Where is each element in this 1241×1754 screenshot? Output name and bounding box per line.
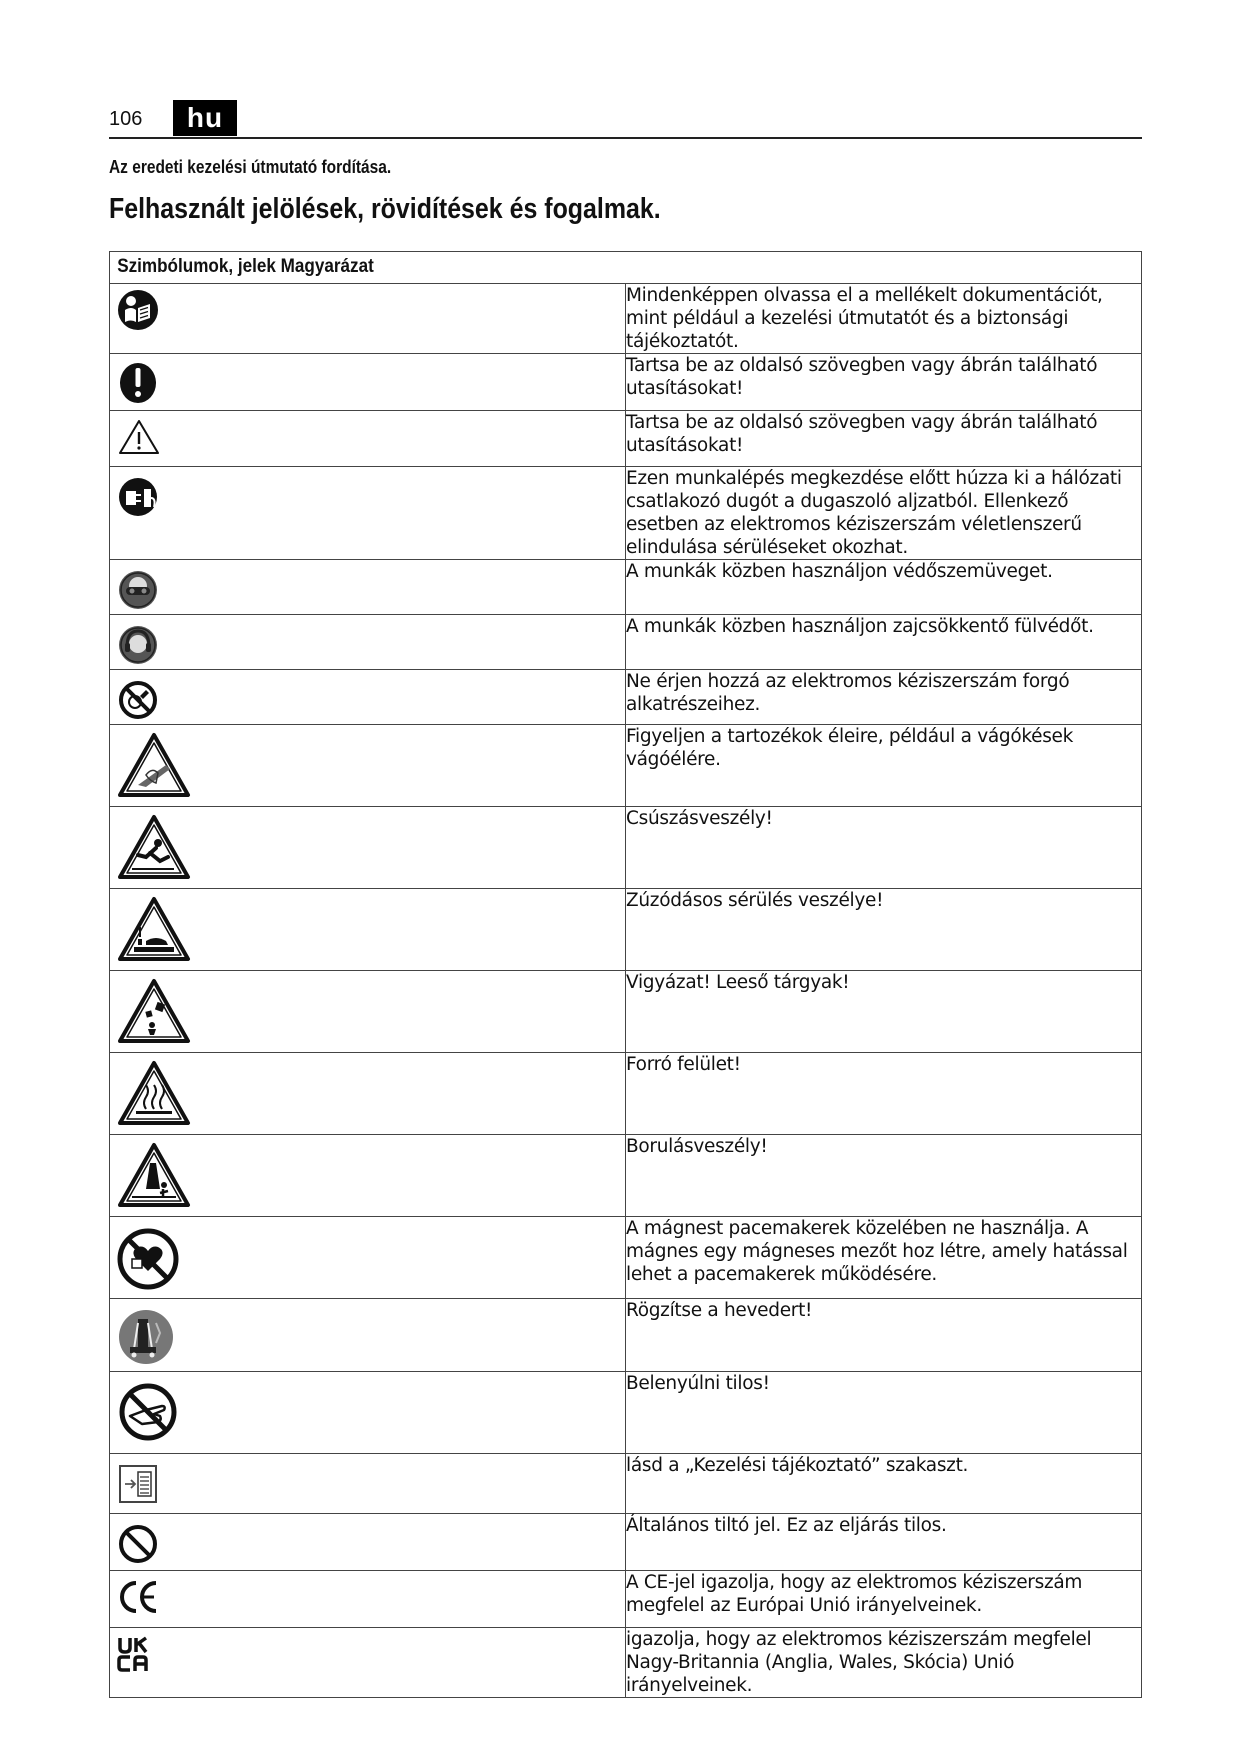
description-cell: Tartsa be az oldalsó szövegben vagy ábrán található utasításokat! (626, 354, 1142, 411)
icon-cell (110, 1628, 626, 1698)
icon-cell (110, 1514, 626, 1571)
icon-cell (110, 971, 626, 1053)
icon-cell (110, 1299, 626, 1372)
safety-goggles-icon (116, 564, 160, 612)
description-cell: Csúszásveszély! (626, 807, 1142, 889)
description-cell: Figyeljen a tartozékok éleire, például a vágókések vágóélére. (626, 725, 1142, 807)
description-cell: Ne érjen hozzá az elektromos kéziszerszám forgó alkatrészeihez. (626, 670, 1142, 725)
icon-cell (110, 889, 626, 971)
description-cell: igazolja, hogy az elektromos kéziszerszám megfelel Nagy-Britannia (Anglia, Wales, Skócia) Unió irányelveinek. (626, 1628, 1142, 1698)
table-row (110, 411, 1142, 467)
table-row (110, 1053, 1142, 1135)
tipping-hazard-icon (116, 1139, 192, 1211)
fasten-strap-icon (116, 1303, 176, 1367)
warning-triangle-icon (116, 415, 162, 457)
read-manual-icon (116, 288, 160, 332)
description-cell: lásd a „Kezelési tájékoztató” szakaszt. (626, 1454, 1142, 1514)
table-row (110, 1299, 1142, 1372)
icon-cell (110, 725, 626, 807)
page-number: 106 (109, 108, 143, 130)
table-row (110, 1454, 1142, 1514)
table-header-label: Szimbólumok, jelek Magyarázat (117, 256, 374, 277)
icon-cell (110, 467, 626, 560)
table-row (110, 615, 1142, 670)
description-cell: A CE-jel igazolja, hogy az elektromos kéziszerszám megfelel az Európai Unió irányelveinek. (626, 1571, 1142, 1628)
ce-mark-icon (116, 1575, 160, 1619)
page-header (109, 100, 1142, 139)
table-row (110, 1514, 1142, 1571)
table-row (110, 670, 1142, 725)
table-row (110, 284, 1142, 354)
icon-cell (110, 1053, 626, 1135)
table-row (110, 889, 1142, 971)
table-row (110, 467, 1142, 560)
table-row (110, 807, 1142, 889)
table-row (110, 1135, 1142, 1217)
exclamation-icon (116, 358, 160, 404)
table-row (110, 971, 1142, 1053)
table-row (110, 1571, 1142, 1628)
description-cell: Ezen munkalépés megkezdése előtt húzza ki a hálózati csatlakozó dugót a dugaszoló aljzatból. Ellenkező esetben az elektromos kéziszerszám véletlenszerű elindulása sérüléseket okozhat. (626, 467, 1142, 560)
table-header-row (110, 252, 1142, 284)
icon-cell (110, 807, 626, 889)
table-row (110, 354, 1142, 411)
icon-cell (110, 1372, 626, 1454)
see-section-icon (116, 1458, 160, 1506)
icon-cell (110, 560, 626, 615)
table-header (110, 252, 1142, 284)
no-pacemaker-icon (116, 1221, 184, 1293)
table-row (110, 1217, 1142, 1299)
table-row (110, 725, 1142, 807)
document-subtitle: Az eredeti kezelési útmutató fordítása. (109, 157, 392, 177)
crush-hazard-icon (116, 893, 192, 965)
icon-cell (110, 1135, 626, 1217)
ear-protection-icon (116, 619, 160, 667)
icon-cell (110, 1454, 626, 1514)
prohibition-icon (116, 1518, 160, 1566)
cutting-edge-warning-icon (116, 729, 192, 801)
description-cell: A munkák közben használjon zajcsökkentő fülvédőt. (626, 615, 1142, 670)
description-cell: Forró felület! (626, 1053, 1142, 1135)
icon-cell (110, 670, 626, 725)
description-cell: Borulásveszély! (626, 1135, 1142, 1217)
icon-cell (110, 1217, 626, 1299)
table-row (110, 1372, 1142, 1454)
description-cell: Zúzódásos sérülés veszélye! (626, 889, 1142, 971)
falling-objects-icon (116, 975, 192, 1047)
icon-cell (110, 1571, 626, 1628)
description-cell: Mindenképpen olvassa el a mellékelt dokumentációt, mint például a kezelési útmutatót és a biztonsági tájékoztatót. (626, 284, 1142, 354)
no-touch-rotating-icon (116, 674, 160, 722)
description-cell: Rögzítse a hevedert! (626, 1299, 1142, 1372)
table-row (110, 1628, 1142, 1698)
icon-cell (110, 284, 626, 354)
description-cell: Belenyúlni tilos! (626, 1372, 1142, 1454)
unplug-icon (116, 471, 160, 519)
description-cell: A munkák közben használjon védőszemüveget. (626, 560, 1142, 615)
no-reaching-in-icon (116, 1376, 180, 1444)
description-cell: Vigyázat! Leeső tárgyak! (626, 971, 1142, 1053)
icon-cell (110, 354, 626, 411)
description-cell: Tartsa be az oldalsó szövegben vagy ábrán található utasításokat! (626, 411, 1142, 467)
icon-cell (110, 411, 626, 467)
symbols-table (109, 251, 1142, 1698)
hot-surface-icon (116, 1057, 192, 1129)
icon-cell (110, 615, 626, 670)
description-cell: Általános tiltó jel. Ez az eljárás tilos. (626, 1514, 1142, 1571)
slip-hazard-icon (116, 811, 192, 883)
description-cell: A mágnest pacemakerek közelében ne használja. A mágnes egy mágneses mezőt hoz létre, amely hatással lehet a pacemakerek működésére. (626, 1217, 1142, 1299)
language-badge: hu (173, 100, 237, 136)
ukca-mark-icon (116, 1632, 156, 1676)
table-row (110, 560, 1142, 615)
page-title: Felhasznált jelölések, rövidítések és fogalmak. (109, 193, 661, 225)
